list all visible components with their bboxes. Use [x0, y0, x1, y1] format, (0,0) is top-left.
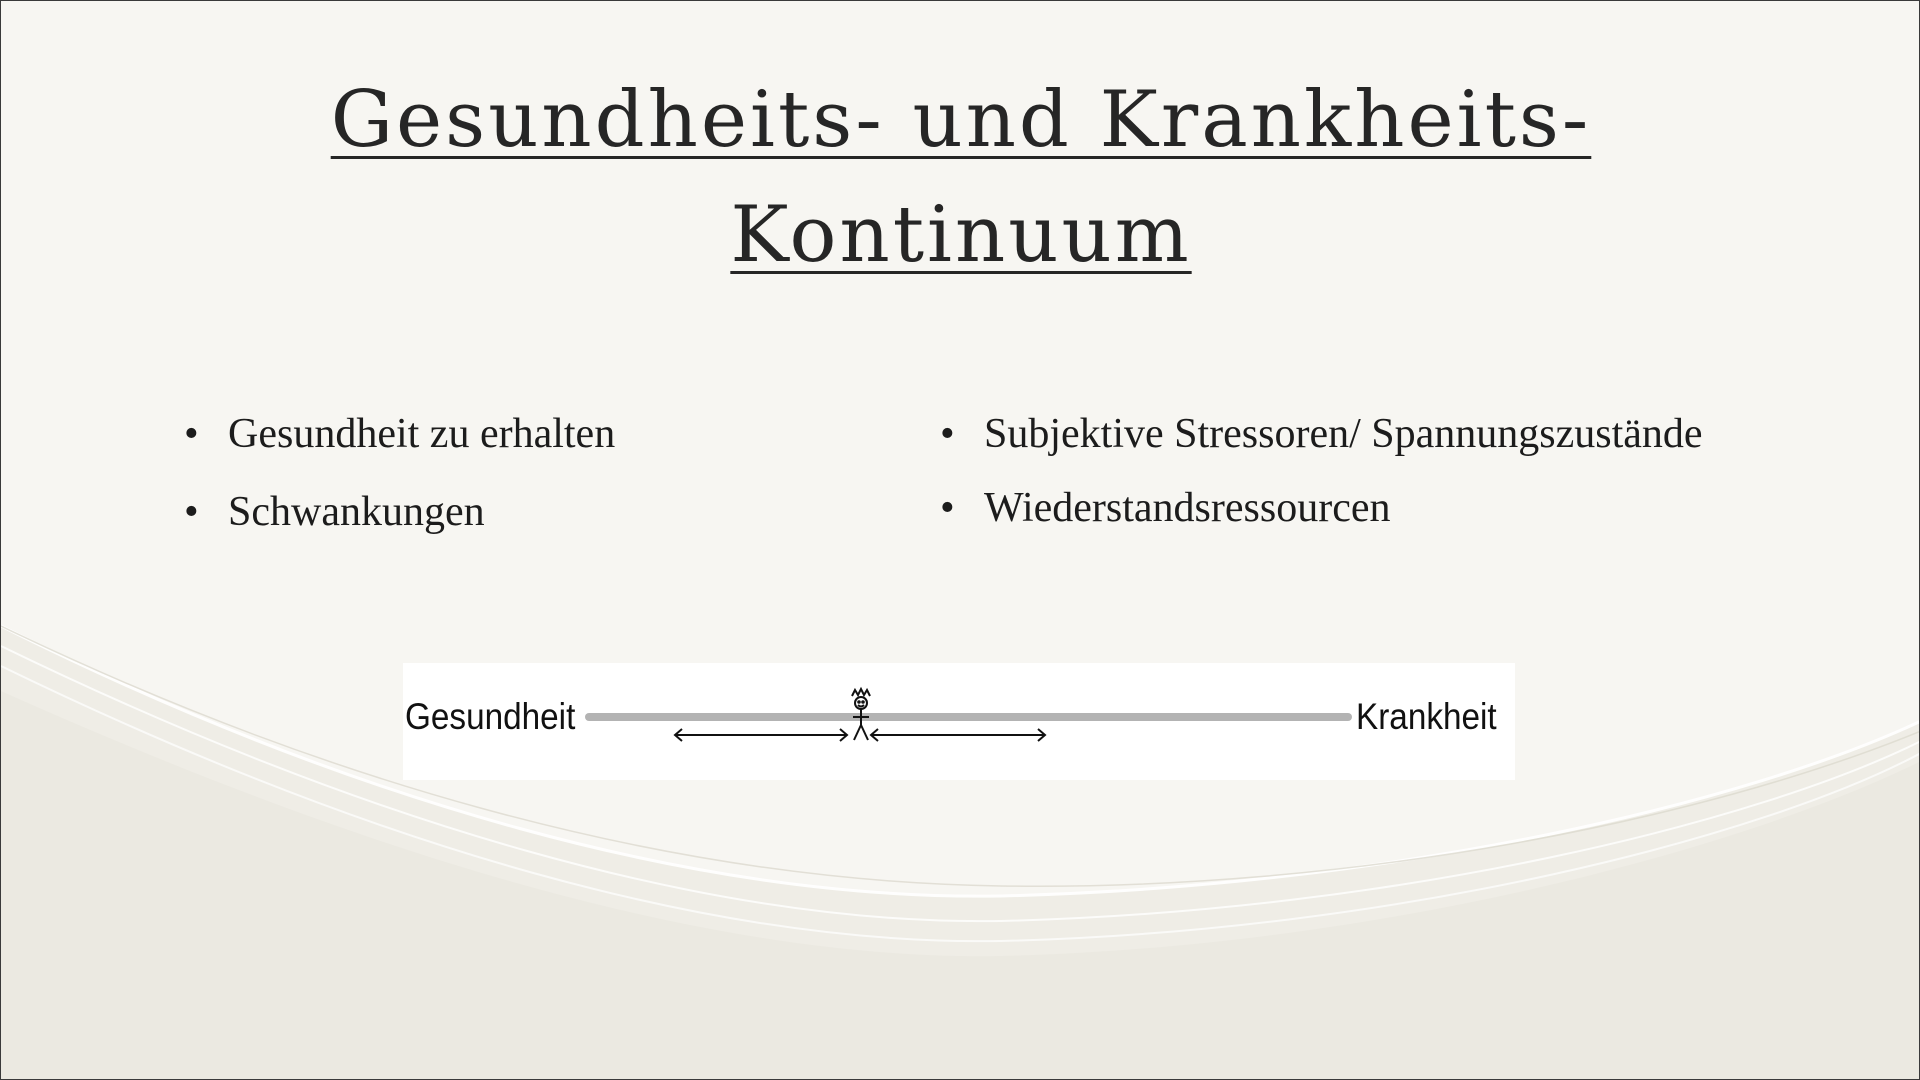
right-range-arrow	[871, 729, 1045, 741]
bullet-item: • Gesundheit zu erhalten	[184, 409, 615, 487]
bullet-item: • Schwankungen	[184, 487, 615, 565]
bullet-list-right	[940, 409, 1703, 557]
title-line-2: Kontinuum	[730, 190, 1192, 280]
slide-title	[1, 63, 1920, 293]
bullet-list-left	[184, 409, 615, 565]
bullet-item: • Wiederstandsressourcen	[940, 483, 1703, 557]
title-line-1: Gesundheits- und Krankheits-	[330, 75, 1592, 165]
label-krankheit: Krankheit	[1356, 696, 1497, 737]
label-gesundheit: Gesundheit	[405, 696, 576, 737]
left-range-arrow	[675, 729, 847, 741]
bullet-item: • Subjektive Stressoren/ Spannungszustände	[940, 409, 1703, 483]
continuum-diagram	[403, 663, 1515, 780]
